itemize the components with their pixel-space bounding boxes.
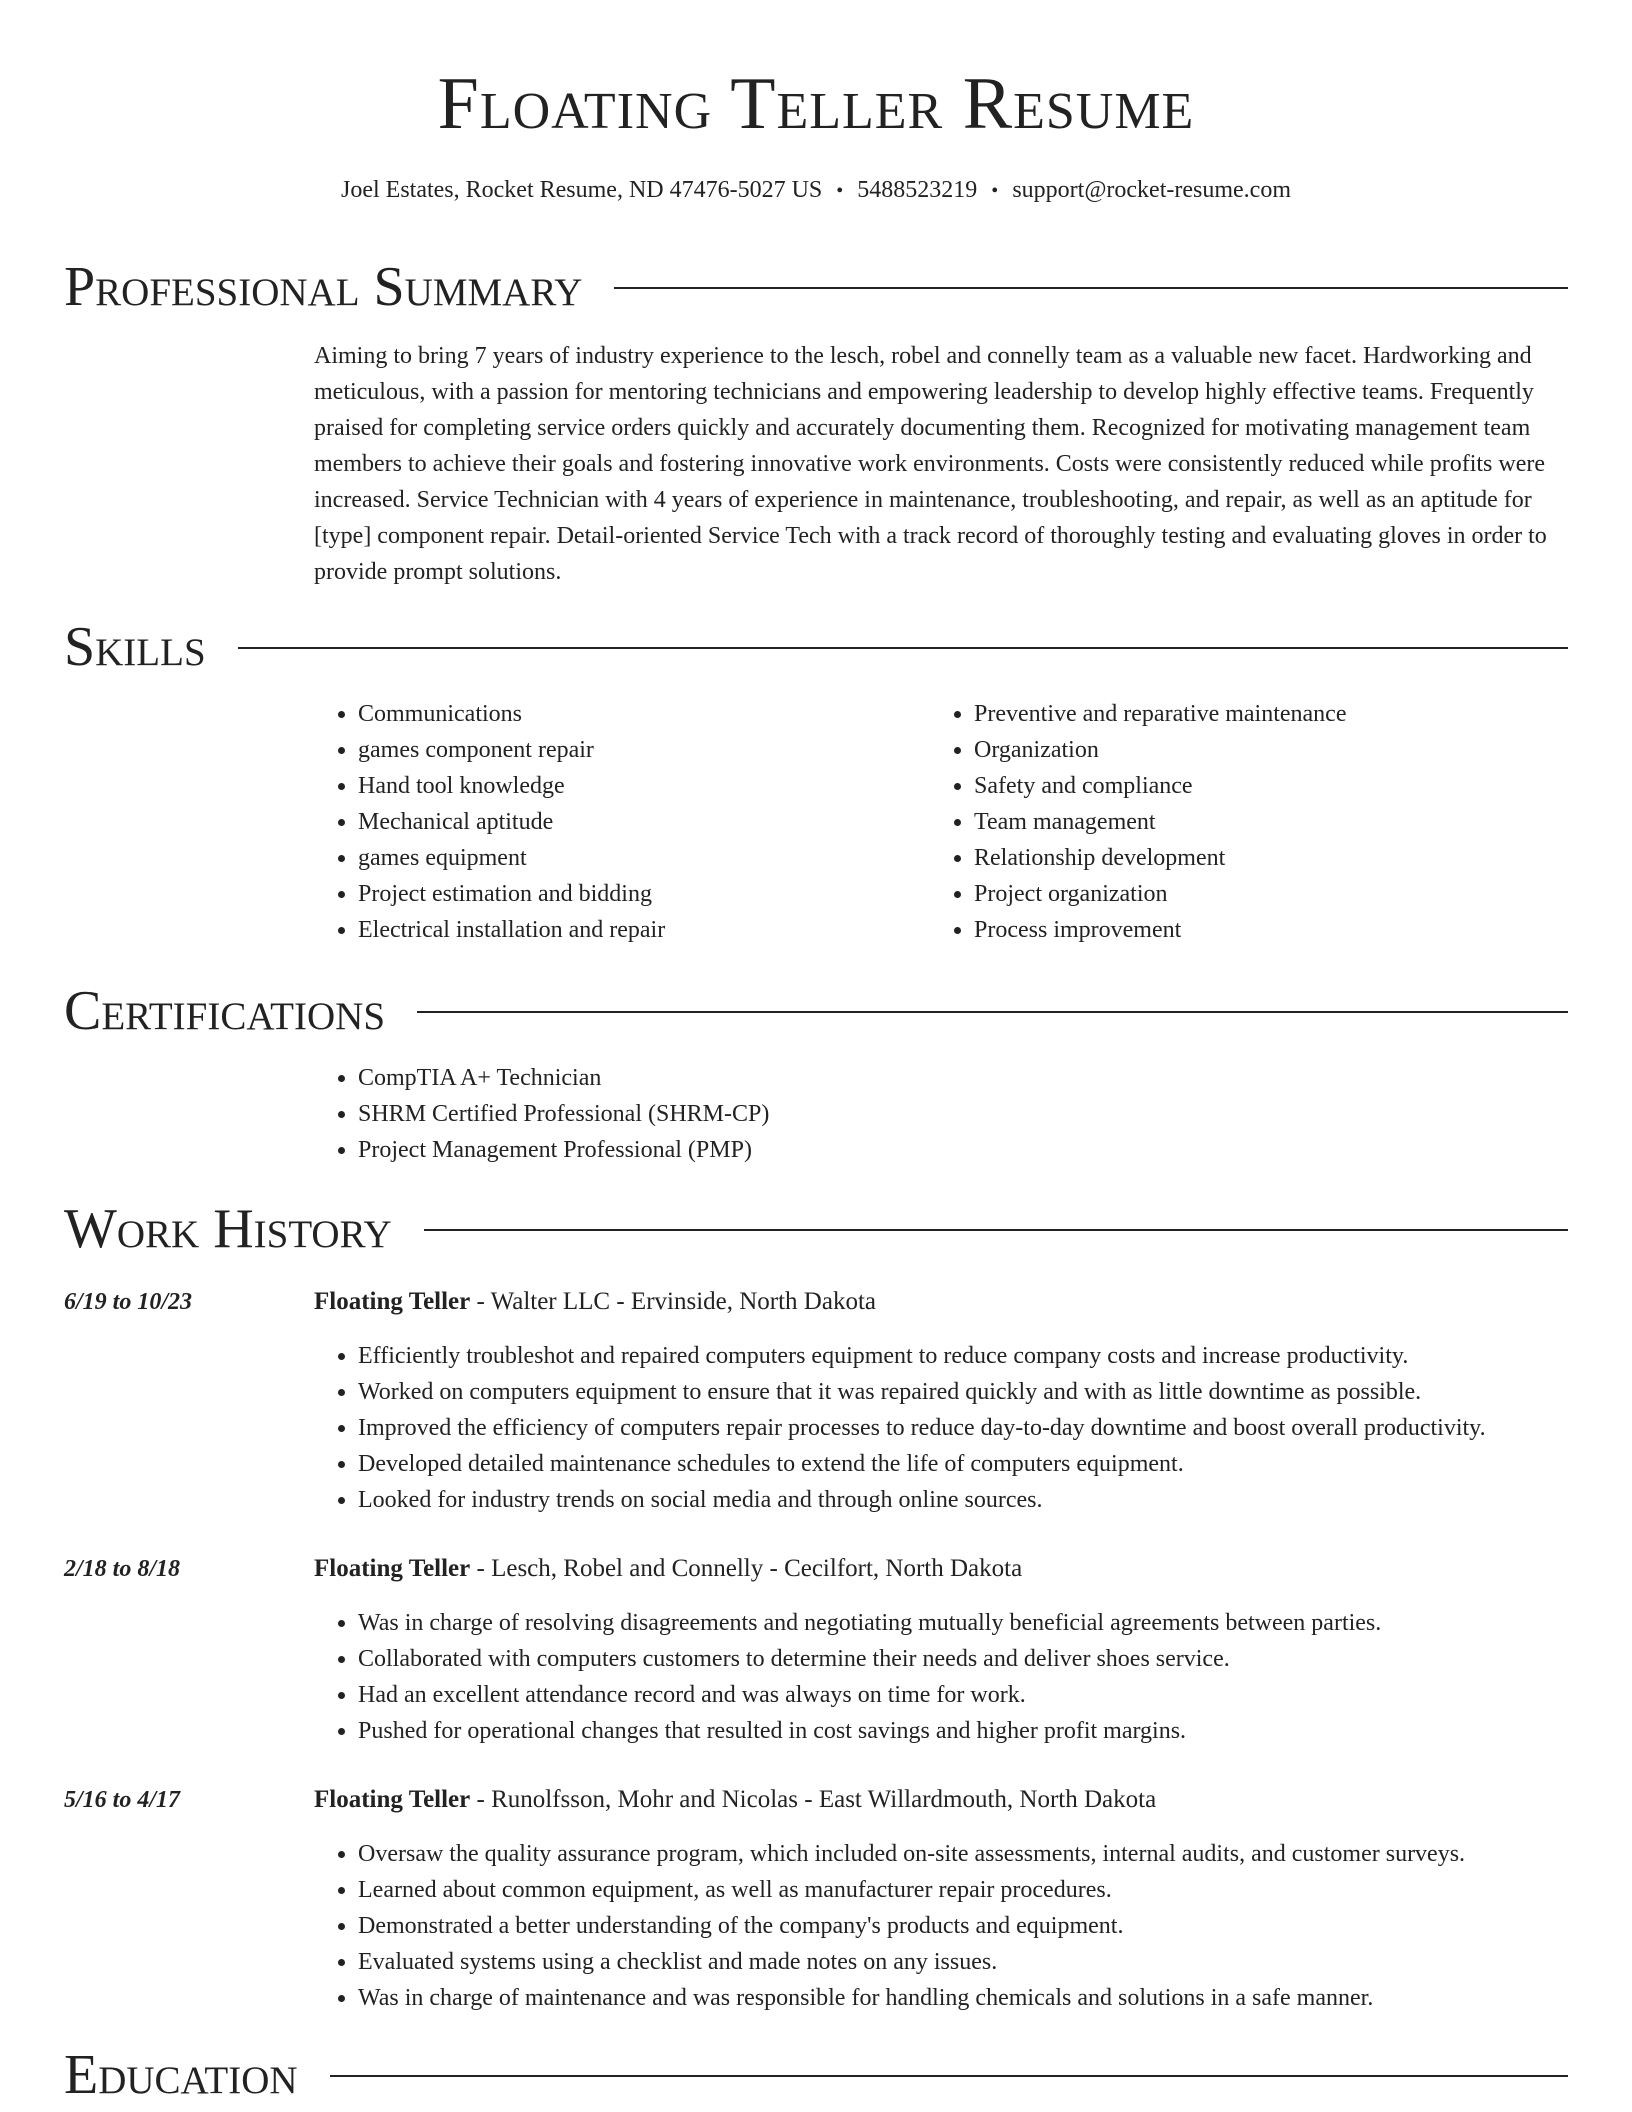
summary-heading: Professional Summary [64, 256, 583, 318]
section-divider [238, 647, 1568, 649]
job-bullet: • Efficiently troubleshot and repaired computers equipment to reduce company costs and increase productivity. [358, 1338, 1618, 1374]
skill-item: • Organization [974, 732, 1530, 768]
skill-item: • Team management [974, 804, 1530, 840]
certifications-list [314, 1060, 1314, 1168]
skill-item: • games component repair [358, 732, 914, 768]
work-section-header [64, 1198, 1568, 1260]
skill-item: • Hand tool knowledge [358, 768, 914, 804]
job-entry [64, 1782, 1568, 2022]
job-entry [64, 1551, 1568, 1761]
job-bullet: • Demonstrated a better understanding of the company's products and equipment. [358, 1908, 1618, 1944]
job-bullets [314, 1338, 1618, 1518]
education-section-header [64, 2044, 1568, 2106]
summary-body [314, 338, 1574, 590]
job-title-line [314, 1551, 1022, 1587]
skill-item: • Project organization [974, 876, 1530, 912]
job-role: Floating Teller [314, 1555, 471, 1582]
job-dates: 2/18 to 8/18 [64, 1556, 181, 1582]
skill-item: • Preventive and reparative maintenance [974, 696, 1530, 732]
job-bullet: • Developed detailed maintenance schedules to extend the life of computers equipment. [358, 1446, 1618, 1482]
skill-item: • Electrical installation and repair [358, 912, 914, 948]
summary-section-header [64, 256, 1568, 318]
skills-list-left [314, 696, 914, 948]
skill-item: • Relationship development [974, 840, 1530, 876]
contact-separator: • [836, 180, 844, 202]
job-bullet: • Oversaw the quality assurance program, which included on-site assessments, internal audits, and customer surveys. [358, 1836, 1618, 1872]
section-divider [330, 2075, 1568, 2077]
section-divider [614, 287, 1568, 289]
education-heading: Education [64, 2044, 298, 2106]
skill-item: • games equipment [358, 840, 914, 876]
job-employer: - Runolfsson, Mohr and Nicolas - East Willardmouth, North Dakota [470, 1786, 1157, 1813]
job-bullet: • Was in charge of maintenance and was responsible for handling chemicals and solutions in a safe manner. [358, 1980, 1618, 2016]
certification-item: • Project Management Professional (PMP) [358, 1132, 1314, 1168]
certification-item: • CompTIA A+ Technician [358, 1060, 1314, 1096]
certifications-section-header [64, 980, 1568, 1042]
job-bullet: • Pushed for operational changes that resulted in cost savings and higher profit margins. [358, 1713, 1618, 1749]
job-bullet: • Worked on computers equipment to ensure that it was repaired quickly and with as little downtime as possible. [358, 1374, 1618, 1410]
job-dates: 6/19 to 10/23 [64, 1289, 193, 1315]
skills-section-header [64, 616, 1568, 678]
work-heading: Work History [64, 1198, 392, 1260]
job-bullets [314, 1605, 1618, 1749]
job-bullets [314, 1836, 1618, 2016]
job-role: Floating Teller [314, 1786, 471, 1813]
job-bullet: • Looked for industry trends on social media and through online sources. [358, 1482, 1618, 1518]
section-divider [424, 1229, 1568, 1231]
job-bullet: • Was in charge of resolving disagreements and negotiating mutually beneficial agreements between parties. [358, 1605, 1618, 1641]
contact-address: Joel Estates, Rocket Resume, ND 47476-5027 US [341, 177, 823, 203]
certification-item: • SHRM Certified Professional (SHRM-CP) [358, 1096, 1314, 1132]
certifications-heading: Certifications [64, 980, 386, 1042]
job-employer: - Walter LLC - Ervinside, North Dakota [470, 1288, 876, 1315]
skill-item: • Safety and compliance [974, 768, 1530, 804]
job-role: Floating Teller [314, 1288, 471, 1315]
job-entry [64, 1284, 1568, 1524]
job-title-line [314, 1284, 876, 1320]
job-dates: 5/16 to 4/17 [64, 1787, 181, 1813]
resume-title: Floating Teller Resume [437, 63, 1195, 145]
skills-heading: Skills [64, 616, 206, 678]
job-bullet: • Learned about common equipment, as well as manufacturer repair procedures. [358, 1872, 1618, 1908]
skill-item: • Process improvement [974, 912, 1530, 948]
contact-line [0, 174, 1632, 207]
skills-list-right [930, 696, 1530, 948]
section-divider [417, 1011, 1568, 1013]
skill-item: • Communications [358, 696, 914, 732]
job-title-line [314, 1782, 1156, 1818]
job-bullet: • Improved the efficiency of computers repair processes to reduce day-to-day downtime and boost overall productivity. [358, 1410, 1618, 1446]
job-employer: - Lesch, Robel and Connelly - Cecilfort, North Dakota [470, 1555, 1023, 1582]
skill-item: • Mechanical aptitude [358, 804, 914, 840]
job-bullet: • Had an excellent attendance record and was always on time for work. [358, 1677, 1618, 1713]
contact-email[interactable]: support@rocket-resume.com [1012, 177, 1291, 203]
contact-phone[interactable]: 5488523219 [857, 177, 978, 203]
job-bullet: • Collaborated with computers customers to determine their needs and deliver shoes service. [358, 1641, 1618, 1677]
contact-separator: • [991, 180, 999, 202]
skill-item: • Project estimation and bidding [358, 876, 914, 912]
summary-text: Aiming to bring 7 years of industry experience to the lesch, robel and connelly team as a valuable new facet. Hardworking and meticulous, with a passion for mentoring technicians and empowering leadership to develop highly effective teams. Frequently praised for completing service orders quickly and accurately documenting them. Recognized for motivating management team members to achieve their goals and fostering innovative work environments. Costs were consistently reduced while profits were increased. Service Technician with 4 years of experience in maintenance, troubleshooting, and repair, as well as an aptitude for [type] component repair. Detail-oriented Service Tech with a track record of thoroughly testing and evaluating gloves in order to provide prompt solutions. [314, 343, 1547, 585]
job-bullet: • Evaluated systems using a checklist and made notes on any issues. [358, 1944, 1618, 1980]
